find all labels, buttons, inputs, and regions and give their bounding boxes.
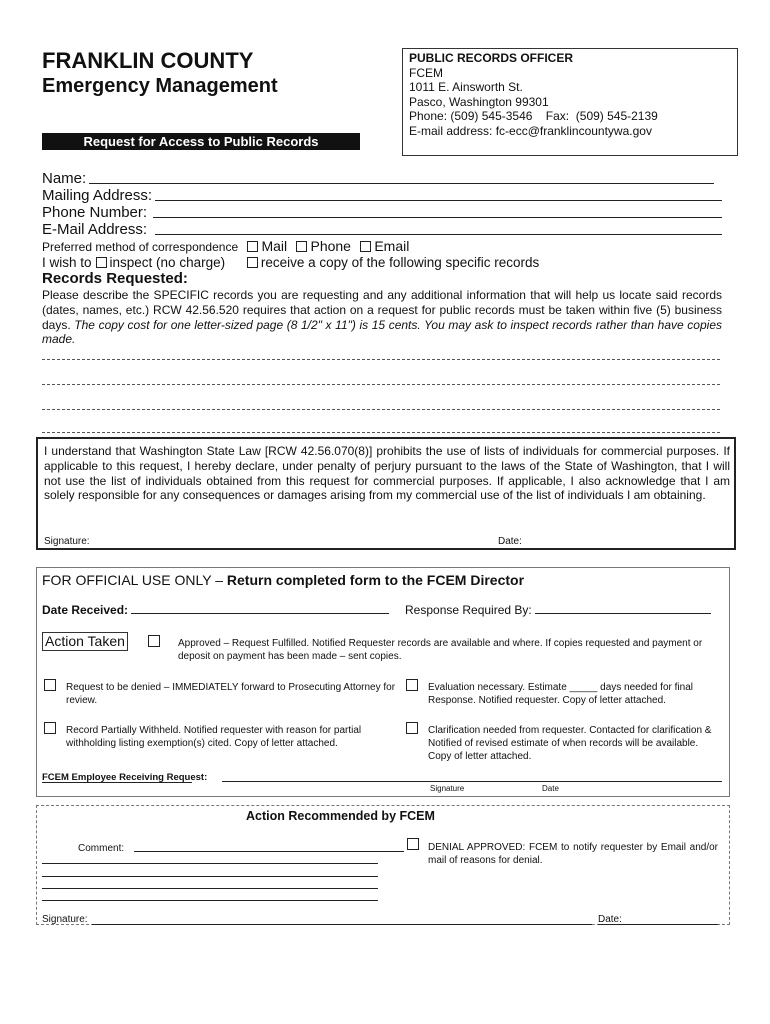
recommended-date-label: Date:: [598, 914, 622, 925]
declaration-date-label: Date:: [498, 536, 522, 547]
inspect-prefix: I wish to: [42, 255, 92, 270]
official-prefix: FOR OFFICIAL USE ONLY –: [42, 572, 227, 588]
denied-text: Request to be denied – IMMEDIATELY forward to Prosecuting Attorney for review.: [66, 682, 396, 706]
inspect-option: inspect (no charge): [109, 255, 226, 270]
official-use-heading: [42, 572, 524, 588]
commercial-use-declaration: [36, 437, 736, 550]
copy-checkbox[interactable]: [247, 257, 258, 268]
comment-line-1[interactable]: [134, 851, 404, 852]
mailing-label: Mailing Address:: [42, 187, 153, 204]
email-label: E-Mail Address:: [42, 221, 148, 238]
form-banner: Request for Access to Public Records: [42, 133, 360, 150]
officer-city: Pasco, Washington 99301: [409, 94, 549, 109]
evaluation-text: Evaluation necessary. Estimate _____ days needed for final Response. Notified requester. Copy of letter attached.: [428, 682, 693, 706]
officer-street: 1011 E. Ainsworth St.: [409, 80, 523, 94]
official-return-note: Return completed form to the FCEM Director: [226, 572, 525, 588]
comment-line-2[interactable]: [42, 863, 378, 864]
declaration-text: I understand that Washington State Law [RCW 42.56.070(8)] prohibits the use of lists of individuals for commercial purposes. If applicable to this request, I hereby declare, under penalty of perjury pursuant to the laws of the State of Washington, that I will not use the list of individuals obtained from this request for commercial purposes. If applicable, I also acknowledge that I am solely responsible for any consequences or damages arising from my commercial use of the list of individuals I am obtaining.: [44, 444, 730, 503]
records-line-2[interactable]: [42, 384, 720, 385]
recommended-signature-label: Signature:: [42, 914, 88, 925]
denial-approved-text: DENIAL APPROVED: FCEM to notify requester by Email and/or mail of reasons for denial.: [428, 842, 718, 866]
employee-receiving-label: FCEM Employee Receiving Request:: [42, 772, 208, 783]
employee-date-caption: Date: [542, 784, 559, 793]
date-received-field[interactable]: [42, 602, 389, 618]
name-label: Name:: [42, 170, 87, 187]
clarification-text: Clarification needed from requester. Contacted for clarification & Notified of revised estimate of when records will be available. Copy of letter attached.: [428, 725, 712, 762]
date-received-label: Date Received:: [42, 603, 132, 617]
department-title: Emergency Management: [42, 75, 278, 97]
action-taken-label: Action Taken: [42, 632, 128, 651]
comment-line-4[interactable]: [42, 888, 378, 889]
employee-signature-line[interactable]: [222, 781, 722, 782]
name-field[interactable]: [42, 170, 714, 187]
comment-line-5[interactable]: [42, 900, 378, 901]
recommended-heading: Action Recommended by FCEM: [246, 809, 435, 823]
copy-cost-note: The copy cost for one letter-sized page (8 1/2" x 11") is 15 cents. You may ask to inspect records rather than have copies made.: [42, 317, 722, 347]
mail-option: Mail: [261, 238, 288, 254]
partial-text: Record Partially Withheld. Notified requester with reason for partial withholding listing exemption(s) cited. Copy of letter attached.: [66, 725, 362, 749]
email-checkbox[interactable]: [360, 241, 371, 252]
records-instructions: [42, 288, 722, 347]
denial-approved-checkbox[interactable]: [407, 838, 419, 850]
comment-label: Comment:: [78, 843, 125, 854]
approved-checkbox[interactable]: [148, 635, 160, 647]
officer-phone: Phone: (509) 545-3546 Fax: (509) 545-2139: [409, 109, 658, 123]
comment-line-3[interactable]: [42, 876, 378, 877]
records-officer-box: [402, 48, 738, 156]
response-required-field[interactable]: [405, 602, 711, 618]
mail-checkbox[interactable]: [247, 241, 258, 252]
email-option: Email: [374, 238, 410, 254]
mailing-address-field[interactable]: [42, 187, 722, 204]
approved-text: Approved – Request Fulfilled. Notified Requester records are available and where. If copies requested and payment or deposit on payment has been made – sent copies.: [178, 638, 703, 662]
officer-title: PUBLIC RECORDS OFFICER: [409, 51, 574, 65]
employee-signature-caption: Signature: [430, 784, 465, 793]
records-line-1[interactable]: [42, 359, 720, 360]
recommended-date-line[interactable]: [598, 924, 718, 925]
records-line-4[interactable]: [42, 432, 720, 433]
county-title: FRANKLIN COUNTY: [42, 48, 254, 73]
records-text: Please describe the SPECIFIC records you are requesting and any additional information that will help us locate said records (dates, names, etc.) RCW 42.56.520 requires that action on a request for public records must be taken within five (5) business days.: [42, 288, 722, 332]
denied-checkbox[interactable]: [44, 679, 56, 691]
inspect-row: [42, 255, 539, 271]
correspondence-row: [42, 238, 409, 255]
records-line-3[interactable]: [42, 409, 720, 410]
phone-number-field[interactable]: [42, 204, 722, 221]
correspondence-label: Preferred method of correspondence: [42, 240, 239, 254]
evaluation-checkbox[interactable]: [406, 679, 418, 691]
records-requested-heading: Records Requested:: [42, 270, 188, 287]
declaration-signature-label: Signature:: [44, 536, 90, 547]
phone-label: Phone Number:: [42, 204, 148, 221]
officer-email: E-mail address: fc-ecc@franklincountywa.gov: [409, 123, 652, 138]
phone-option: Phone: [310, 238, 351, 254]
email-address-field[interactable]: [42, 221, 722, 238]
partial-checkbox[interactable]: [44, 722, 56, 734]
copy-option: receive a copy of the following specific records: [260, 255, 540, 270]
officer-org: FCEM: [409, 65, 443, 80]
clarification-checkbox[interactable]: [406, 722, 418, 734]
inspect-checkbox[interactable]: [96, 257, 107, 268]
response-required-label: Response Required By:: [405, 603, 536, 617]
phone-checkbox[interactable]: [296, 241, 307, 252]
recommended-signature-line[interactable]: [92, 924, 592, 925]
employee-label-underline: [42, 782, 192, 783]
